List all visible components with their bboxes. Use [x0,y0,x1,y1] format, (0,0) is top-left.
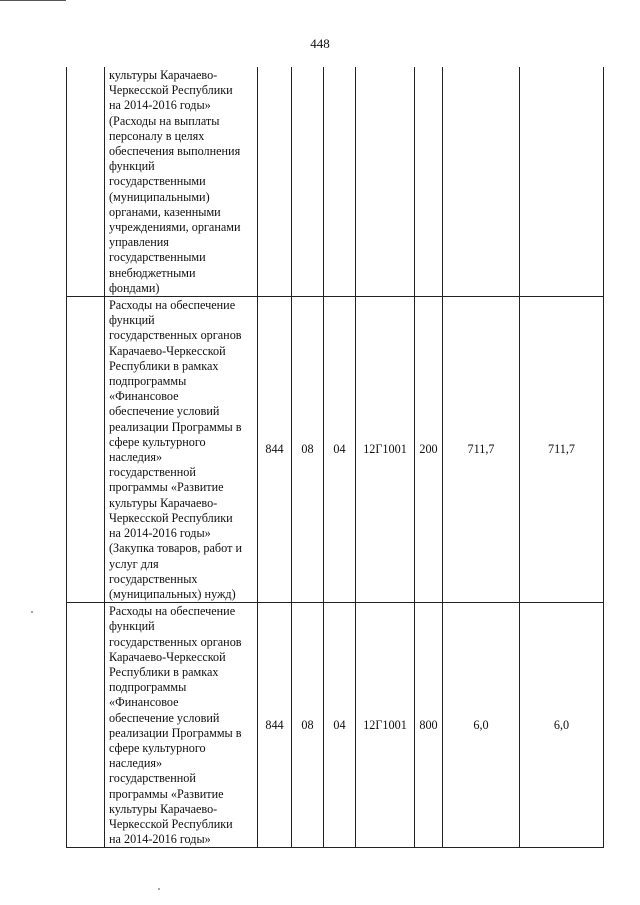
empty-cell [67,67,105,297]
table-row [67,67,604,297]
section-cell [292,67,324,297]
budget-table [66,67,604,848]
ministry-cell [258,67,292,297]
empty-cell [67,603,105,848]
amount-1-cell: 6,0 [443,603,520,848]
subsection-cell: 04 [324,603,356,848]
page-number: 448 [310,36,330,51]
description-cell: культуры Карачаево- Черкесской Республики на 2014-2016 годы» (Расходы на выплаты персоналу в целях обеспечения выполнения функций государственными (муниципальными) органами, казенными учреждениями, органами управления государственными внебюджетными фондами) [105,67,258,297]
target-article-cell: 12Г1001 [356,603,415,848]
amount-1-cell: 711,7 [443,297,520,603]
description-cell: Расходы на обеспечение функций государственных органов Карачаево-Черкесской Республики в рамках подпрограммы «Финансовое обеспечение условий реализации Программы в сфере культурного наследия» государственной программы «Развитие культуры Карачаево- Черкесской Республики на 2014-2016 годы» (Закупка товаров, работ и услуг для государственных (муниципальных) нужд) [105,297,258,603]
subsection-cell [324,67,356,297]
expense-type-cell: 200 [415,297,443,603]
section-cell: 08 [292,297,324,603]
subsection-cell: 04 [324,297,356,603]
amount-2-cell: 711,7 [520,297,604,603]
ministry-cell: 844 [258,297,292,603]
scan-speck [31,611,33,613]
section-cell: 08 [292,603,324,848]
scan-speck [158,888,160,890]
description-cell: Расходы на обеспечение функций государственных органов Карачаево-Черкесской Республики в рамках подпрограммы «Финансовое обеспечение условий реализации Программы в сфере культурного наследия» государственной программы «Развитие культуры Карачаево- Черкесской Республики на 2014-2016 годы» [105,603,258,848]
table-row [67,297,604,603]
top-rule [0,0,66,1]
amount-2-cell: 6,0 [520,603,604,848]
table-row [67,603,604,848]
target-article-cell: 12Г1001 [356,297,415,603]
amount-2-cell [520,67,604,297]
expense-type-cell [415,67,443,297]
target-article-cell [356,67,415,297]
amount-1-cell [443,67,520,297]
empty-cell [67,297,105,603]
expense-type-cell: 800 [415,603,443,848]
ministry-cell: 844 [258,603,292,848]
